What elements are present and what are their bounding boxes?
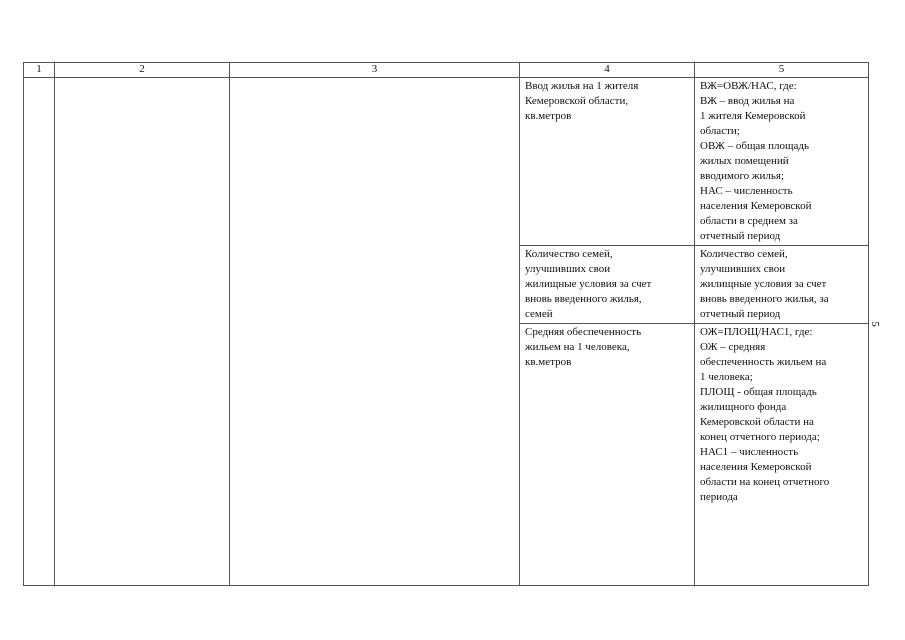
col3-merged-cell [230, 78, 520, 586]
col2-merged-cell [55, 78, 230, 586]
formula-cell [695, 246, 869, 324]
table-row [24, 78, 869, 246]
formula-cell [695, 78, 869, 246]
column-header-5: 5 [695, 63, 869, 78]
formula-text: ВЖ=ОВЖ/НАС, где: ВЖ – ввод жилья на 1 жителя Кемеровской области; ОВЖ – общая площадь жилых помещений вводимого жилья; НАС – численность населения Кемеровской области в среднем за отчетный период [700, 80, 812, 242]
column-number-row [24, 63, 869, 78]
column-header-1: 1 [24, 63, 55, 78]
formula-cell [695, 324, 869, 586]
formula-text: Количество семей, улучшивших свои жилищные условия за счет вновь введенного жилья, за отчетный период [700, 248, 829, 320]
indicator-table [23, 62, 869, 586]
column-header-4: 4 [520, 63, 695, 78]
indicator-text: Средняя обеспеченность жильем на 1 человека, кв.метров [525, 326, 642, 368]
col1-merged-cell [24, 78, 55, 586]
indicator-cell [520, 246, 695, 324]
formula-text: ОЖ=ПЛОЩ/НАС1, где: ОЖ – средняя обеспеченность жильем на 1 человека; ПЛОЩ - общая площадь жилищного фонда Кемеровской области на конец отчетного периода; НАС1 – численность населения Кемеровской области на конец отчетного периода [700, 326, 830, 503]
indicator-text: Количество семей, улучшивших свои жилищные условия за счет вновь введенного жилья, семей [525, 248, 652, 320]
indicator-text: Ввод жилья на 1 жителя Кемеровской области, кв.метров [525, 80, 639, 122]
column-header-3: 3 [230, 63, 520, 78]
indicator-cell [520, 78, 695, 246]
indicator-cell [520, 324, 695, 586]
column-header-2: 2 [55, 63, 230, 78]
page-number: 5 [868, 321, 881, 327]
